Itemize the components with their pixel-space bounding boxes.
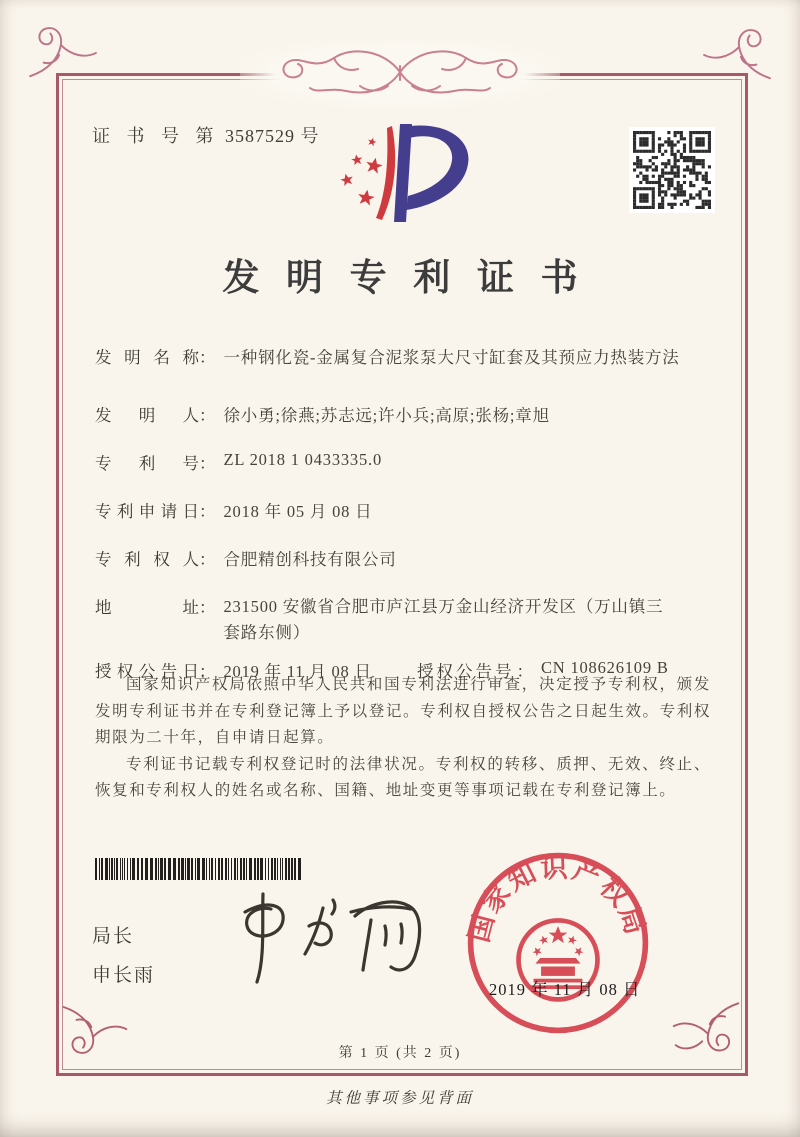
field-label: 专利申请日 xyxy=(95,502,199,521)
field-patent-number: 专利号 ： ZL 2018 1 0433335.0 xyxy=(95,450,382,473)
cnipa-logo-icon xyxy=(330,116,480,238)
field-address: 地址 ： 231500 安徽省合肥市庐江县万金山经济开发区（万山镇三套路东侧） xyxy=(95,594,713,646)
seal-date: 2019 年 11 月 08 日 xyxy=(489,980,641,999)
field-filing-date: 专利申请日 ： 2018 年 05 月 08 日 xyxy=(95,498,713,522)
certificate-number-prefix: 证 书 号 第 xyxy=(92,126,220,146)
qr-code xyxy=(629,127,715,213)
field-grant-number: 授权公告号 ： CN 108626109 B xyxy=(417,658,669,681)
legal-text-block xyxy=(95,672,711,805)
field-list xyxy=(95,344,713,706)
barcode xyxy=(95,858,307,880)
field-value: 合肥精创科技有限公司 xyxy=(223,550,397,569)
seal-ring-text: 国家知识产权局 xyxy=(464,852,652,946)
field-label: 授权公告号 xyxy=(417,662,515,681)
certificate-title: 发明专利证书 xyxy=(222,258,605,299)
page-number: 第 1 页 (共 2 页) xyxy=(338,1046,462,1061)
legal-paragraph-1: 国家知识产权局依照中华人民共和国专利法进行审查，决定授予专利权，颁发发明专利证书并在专利登记簿上予以登记。专利权自授权公告之日起生效。专利权期限为二十年，自申请日起算。 xyxy=(95,676,711,746)
back-side-note: 其他事项参见背面 xyxy=(325,1090,474,1107)
field-value: 徐小勇;徐燕;苏志远;许小兵;高原;张杨;章旭 xyxy=(223,406,550,425)
commissioner-signature xyxy=(205,882,445,997)
field-label: 专利号 xyxy=(95,454,199,473)
field-label: 发明人 xyxy=(95,406,199,425)
certificate-number-line xyxy=(92,122,320,148)
cnipa-official-seal xyxy=(464,849,652,1037)
field-inventors: 发明人 ： 徐小勇;徐燕;苏志远;许小兵;高原;张杨;章旭 xyxy=(95,402,713,426)
legal-paragraph-2: 专利证书记载专利权登记时的法律状况。专利权的转移、质押、无效、终止、恢复和专利权人的姓名或名称、国籍、地址变更等事项记载在专利登记簿上。 xyxy=(95,755,711,799)
officer-title: 局长 xyxy=(92,926,135,947)
field-value: ZL 2018 1 0433335.0 xyxy=(223,450,382,469)
field-value: 一种钢化瓷-金属复合泥浆泵大尺寸缸套及其预应力热装方法 xyxy=(223,348,680,367)
field-label: 专利权人 xyxy=(95,550,199,569)
field-value: 2018 年 05 月 08 日 xyxy=(223,502,373,521)
field-grant-row: 授权公告日 ： 2019 年 11 月 08 日 授权公告号 ： CN 108626109 B xyxy=(95,658,669,681)
field-value: 2019 年 11 月 08 日 xyxy=(223,662,372,681)
certificate-number: 3587529 xyxy=(225,126,295,146)
field-invention-name: 发明名称 ： 一种钢化瓷-金属复合泥浆泵大尺寸缸套及其预应力热装方法 xyxy=(95,344,713,368)
officer-name: 申长雨 xyxy=(92,965,156,986)
field-label: 发明名称 xyxy=(95,348,199,367)
certificate-number-suffix: 号 xyxy=(300,126,320,146)
field-value: 231500 安徽省合肥市庐江县万金山经济开发区（万山镇三套路东侧） xyxy=(223,597,664,642)
field-label: 授权公告日 xyxy=(95,662,199,681)
officer-block xyxy=(92,921,155,999)
field-patentee: 专利权人 ： 合肥精创科技有限公司 xyxy=(95,546,713,570)
field-value: CN 108626109 B xyxy=(541,658,669,677)
field-label: 地址 xyxy=(95,598,199,617)
